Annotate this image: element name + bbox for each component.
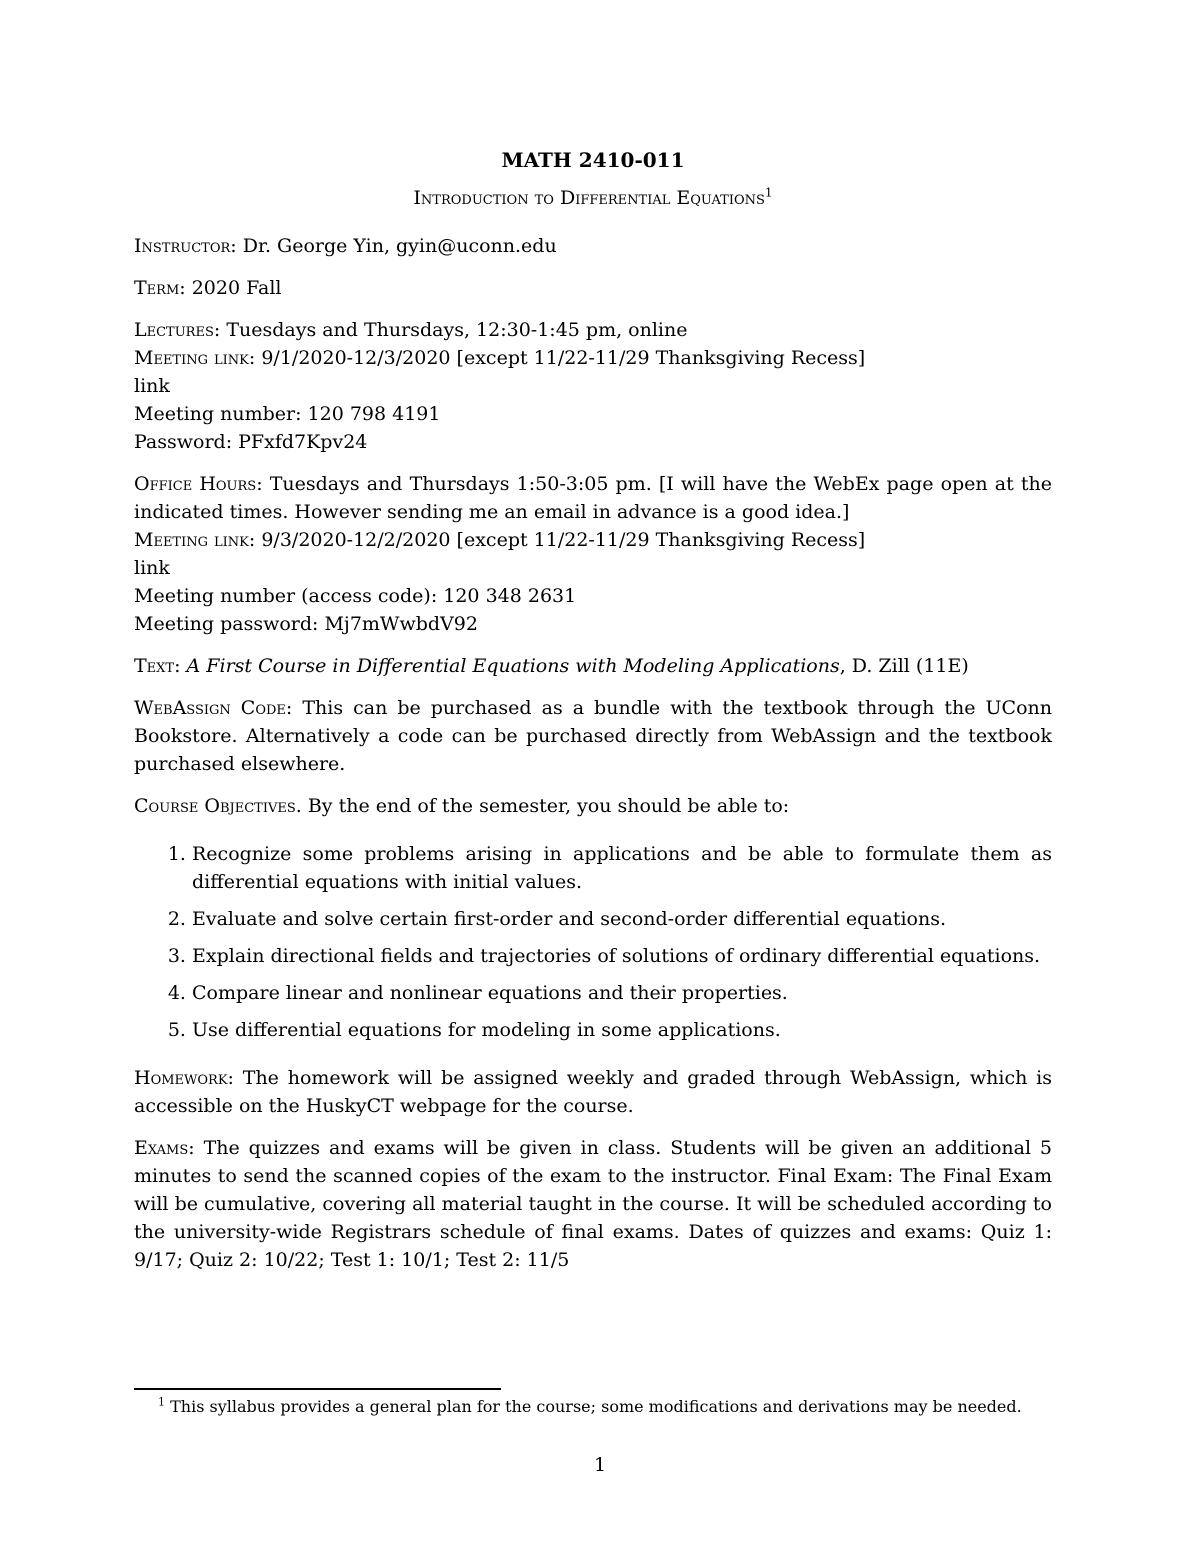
office-hours-meeting-label: Meeting link:	[134, 529, 256, 551]
office-hours-label: Office Hours:	[134, 473, 263, 495]
lectures-value: Tuesdays and Thursdays, 12:30-1:45 pm, online	[226, 319, 688, 341]
lectures-meeting-link[interactable]: link	[134, 375, 170, 397]
list-item: 2. Evaluate and solve certain first-order and second-order differential equations.	[192, 905, 1052, 933]
objectives-label: Course Objectives.	[134, 795, 302, 817]
office-hours-meeting-link[interactable]: link	[134, 557, 170, 579]
exams-value: The quizzes and exams will be given in class. Students will be given an additional 5 minutes to send the scanned copies of the exam to the instructor. Final Exam: The Final Exam will be cumulative, covering all material taught in the course. It will be scheduled according to the university-wide Registrars schedule of final exams. Dates of quizzes and exams: Quiz 1: 9/17; Quiz 2: 10/22; Test 1: 10/1; Test 2: 11/5	[134, 1137, 1052, 1271]
office-hours-meeting-number: Meeting number (access code): 120 348 2631	[134, 585, 577, 607]
objectives-intro: By the end of the semester, you should be able to:	[307, 795, 790, 817]
office-hours-meeting-line	[134, 526, 1052, 554]
instructor-section	[134, 232, 1052, 260]
lectures-meeting-label: Meeting link:	[134, 347, 256, 369]
course-subtitle-text: Introduction to Differential Equations	[413, 187, 765, 209]
footnote-divider	[134, 1388, 501, 1390]
term-section	[134, 274, 1052, 302]
text-label: Text:	[134, 655, 181, 677]
list-item: 5. Use differential equations for modeling in some applications.	[192, 1016, 1052, 1044]
exams-label: Exams:	[134, 1137, 195, 1159]
office-hours-meeting-value: 9/3/2020-12/2/2020 [except 11/22-11/29 Thanksgiving Recess]	[261, 529, 866, 551]
lectures-meeting-value: 9/1/2020-12/3/2020 [except 11/22-11/29 Thanksgiving Recess]	[261, 347, 866, 369]
lectures-meeting-line	[134, 344, 1052, 372]
footnote-text: This syllabus provides a general plan for the course; some modifications and derivations may be needed.	[170, 1397, 1022, 1416]
textbook-author: , D. Zill (11E)	[839, 655, 969, 677]
office-hours-value: Tuesdays and Thursdays 1:50-3:05 pm. [I will have the WebEx page open at the indicated times. However sending me an email in advance is a good idea.]	[134, 473, 1052, 523]
objectives-section	[134, 792, 1052, 820]
lectures-line	[134, 316, 1052, 344]
objectives-list	[134, 840, 1052, 1044]
syllabus-page	[134, 140, 1052, 1288]
list-item: 4. Compare linear and nonlinear equations and their properties.	[192, 979, 1052, 1007]
page-number: 1	[593, 1454, 607, 1476]
office-hours-line	[134, 470, 1052, 526]
office-hours-password: Meeting password: Mj7mWwbdV92	[134, 613, 478, 635]
lectures-section	[134, 316, 1052, 456]
list-item: 3. Explain directional fields and trajectories of solutions of ordinary differential equations.	[192, 942, 1052, 970]
homework-value: The homework will be assigned weekly and graded through WebAssign, which is accessible on the HuskyCT webpage for the course.	[134, 1067, 1052, 1117]
footnote	[158, 1396, 1058, 1418]
webassign-section	[134, 694, 1052, 778]
text-section	[134, 652, 1052, 680]
office-hours-section	[134, 470, 1052, 638]
webassign-label: WebAssign Code:	[134, 697, 293, 719]
lectures-label: Lectures:	[134, 319, 221, 341]
page-title: MATH 2410-011	[501, 148, 685, 172]
lectures-meeting-number: Meeting number: 120 798 4191	[134, 403, 441, 425]
homework-section	[134, 1064, 1052, 1120]
instructor-label: Instructor:	[134, 235, 237, 257]
course-subtitle	[134, 184, 1052, 212]
footnote-number: 1	[158, 1395, 165, 1409]
textbook-title: A First Course in Differential Equations with Modeling Applications	[186, 655, 840, 677]
list-item: 1. Recognize some problems arising in applications and be able to formulate them as differential equations with initial values.	[192, 840, 1052, 896]
instructor-value: Dr. George Yin, gyin@uconn.edu	[242, 235, 557, 257]
footnote-mark: 1	[764, 185, 773, 200]
homework-label: Homework:	[134, 1067, 234, 1089]
term-label: Term:	[134, 277, 186, 299]
lectures-password: Password: PFxfd7Kpv24	[134, 431, 368, 453]
exams-section	[134, 1134, 1052, 1274]
webassign-value: This can be purchased as a bundle with the textbook through the UConn Bookstore. Alternatively a code can be purchased directly from WebAssign and the textbook purchased elsewhere.	[134, 697, 1053, 775]
term-value: 2020 Fall	[191, 277, 282, 299]
